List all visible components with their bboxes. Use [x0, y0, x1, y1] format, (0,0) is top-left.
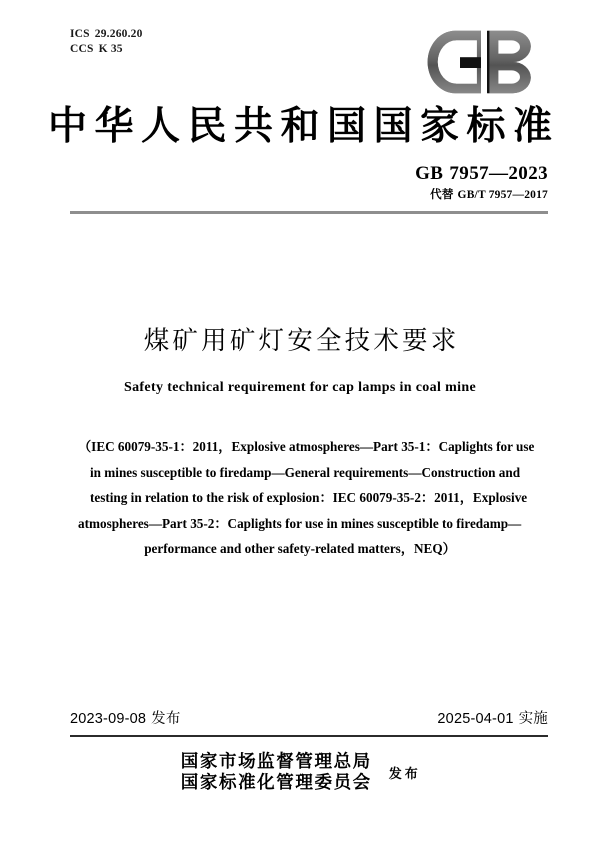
iec-correspondence-note	[78, 434, 535, 562]
replaces-line	[415, 188, 548, 203]
ics-value: 29.260.20	[94, 28, 143, 40]
effective-date	[437, 708, 548, 730]
national-standard-banner: 中华人民共和国国家标准	[47, 105, 560, 148]
replaces-value: GB/T 7957—2017	[457, 189, 548, 201]
title-chinese: 煤矿用矿灯安全技术要求	[143, 327, 460, 355]
publisher-organizations	[179, 751, 372, 793]
title-english: Safety technical requirement for cap lamps in coal mine	[123, 380, 477, 395]
ics-code-line	[70, 27, 143, 42]
issue-date-label: 发布	[151, 711, 181, 727]
ccs-code-line	[70, 42, 143, 57]
issue-date	[70, 708, 181, 730]
footer-divider-rule	[70, 735, 548, 737]
dates-row	[70, 708, 548, 730]
replaces-label: 代替	[430, 189, 454, 201]
classification-codes	[70, 27, 143, 56]
publisher-organization: 国家标准化管理委员会	[180, 772, 372, 792]
effective-date-label: 实施	[518, 711, 548, 727]
standard-number-prefix: GB	[415, 163, 444, 184]
ccs-label: CCS	[70, 42, 94, 55]
standard-number	[415, 162, 548, 185]
issue-date-value: 2023-09-08	[70, 711, 147, 727]
iec-note-line: testing in relation to the risk of explosion：IEC 60079-35-2：2011，Explosive	[90, 490, 528, 506]
standard-number-block	[415, 162, 548, 203]
ics-label: ICS	[70, 28, 90, 40]
iec-note-line: atmospheres—Part 35-2：Caplights for use in mines susceptible to firedamp—	[78, 515, 522, 531]
iec-note-line: performance and other safety-related matters，NEQ）	[144, 541, 456, 557]
publisher-block	[0, 751, 600, 793]
ccs-value: K 35	[98, 42, 123, 55]
publisher-issue-word: 发布	[388, 765, 421, 781]
standard-number-value: 7957—2023	[449, 163, 548, 184]
header-divider-rule	[70, 211, 548, 214]
iec-note-line: （IEC 60079-35-1：2011，Explosive atmospheres—Part 35-1：Caplights for use	[78, 439, 535, 454]
gb-emblem-icon	[424, 26, 544, 98]
effective-date-value: 2025-04-01	[437, 711, 514, 727]
publisher-organization: 国家市场监督管理总局	[180, 751, 372, 771]
iec-note-line: in mines susceptible to firedamp—General requirements—Construction and	[90, 464, 521, 480]
